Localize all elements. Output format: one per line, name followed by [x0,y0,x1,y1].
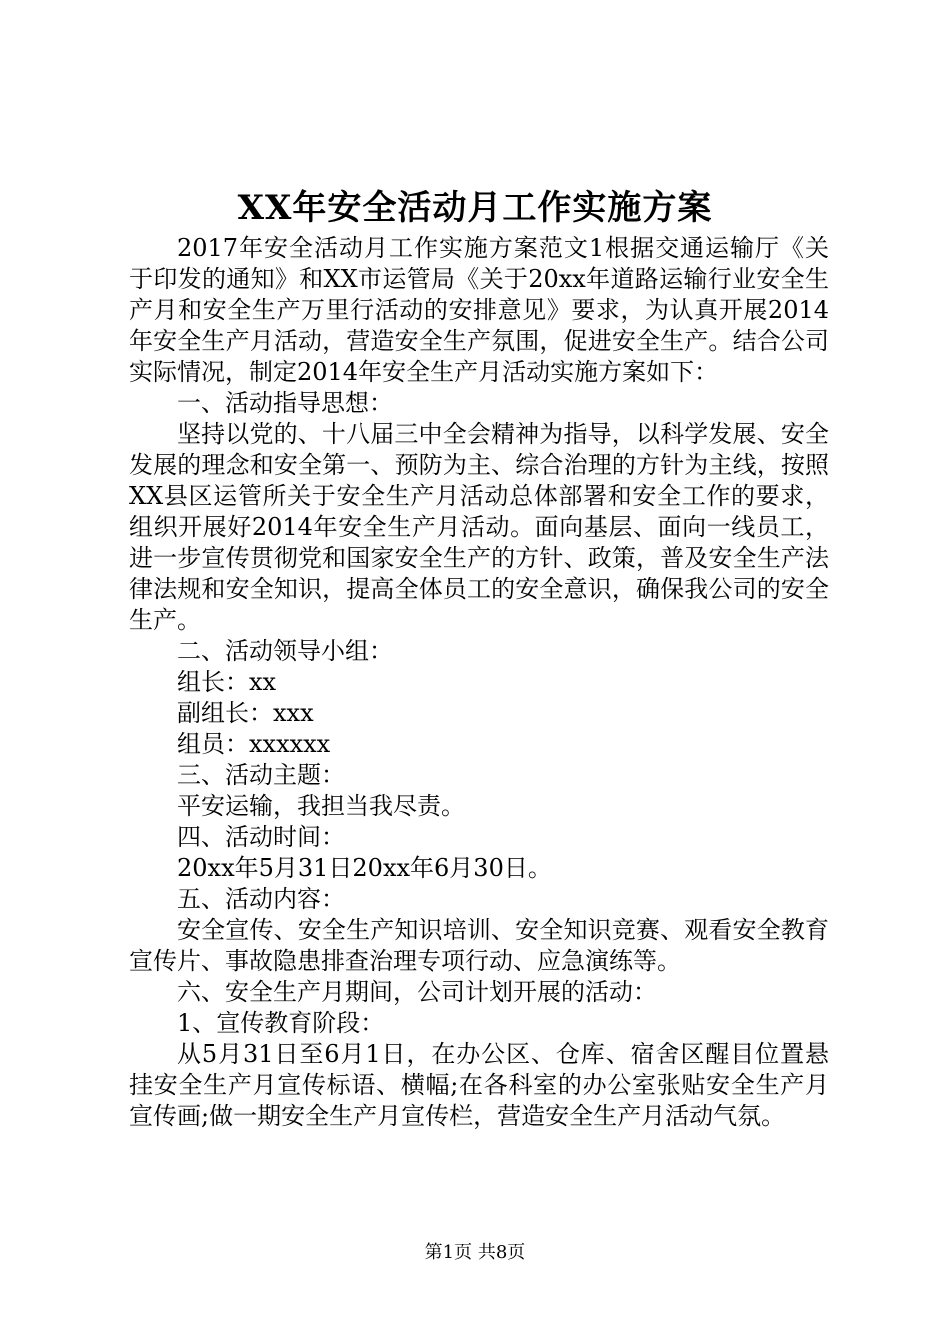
deputy-leader-line: 副组长：xxx [177,699,314,727]
section-heading-2: 二、活动领导小组： [177,637,393,665]
page-number-footer: 第1页 共8页 [424,1242,526,1263]
section-heading-4: 四、活动时间： [177,823,345,851]
leader-line: 组长：xx [177,668,277,696]
paragraph-theme: 平安运输，我担当我尽责。 [177,792,465,820]
section-heading-3: 三、活动主题： [177,761,345,789]
document-body [129,233,829,1132]
paragraph-content: 安全宣传、安全生产知识培训、安全知识竞赛、观看安全教育宣传片、事故隐患排查治理专项行动、应急演练等。 [129,916,829,975]
paragraph-guiding-thought: 坚持以党的、十八届三中全会精神为指导，以科学发展、安全发展的理念和安全第一、预防为主、综合治理的方针为主线，按照XX县区运管所关于安全生产月活动总体部署和安全工作的要求，组织开展好2014年安全生产月活动。面向基层、面向一线员工，进一步宣传贯彻党和国家安全生产的方针、政策，普及安全生产法律法规和安全知识，提高全体员工的安全意识，确保我公司的安全生产。 [129,420,829,634]
paragraph-time: 20xx年5月31日20xx年6月30日。 [177,854,552,882]
document-title: XX年安全活动月工作实施方案 [237,188,713,228]
subsection-heading-1: 1、宣传教育阶段： [177,1009,385,1037]
members-line: 组员：xxxxxx [177,730,331,758]
section-heading-6: 六、安全生产月期间，公司计划开展的活动： [177,978,657,1006]
section-heading-1: 一、活动指导思想： [177,389,393,417]
paragraph-intro: 2017年安全活动月工作实施方案范文1根据交通运输厅《关于印发的通知》和XX市运管局《关于20xx年道路运输行业安全生产月和安全生产万里行活动的安排意见》要求，为认真开展2014年安全生产月活动，营造安全生产氛围，促进安全生产。结合公司实际情况，制定2014年安全生产月活动实施方案如下： [129,234,829,386]
section-heading-5: 五、活动内容： [177,885,345,913]
paragraph-publicity: 从5月31日至6月1日，在办公区、仓库、宿舍区醒目位置悬挂安全生产月宣传标语、横幅;在各科室的办公室张贴安全生产月宣传画;做一期安全生产月宣传栏，营造安全生产月活动气氛。 [129,1040,829,1130]
